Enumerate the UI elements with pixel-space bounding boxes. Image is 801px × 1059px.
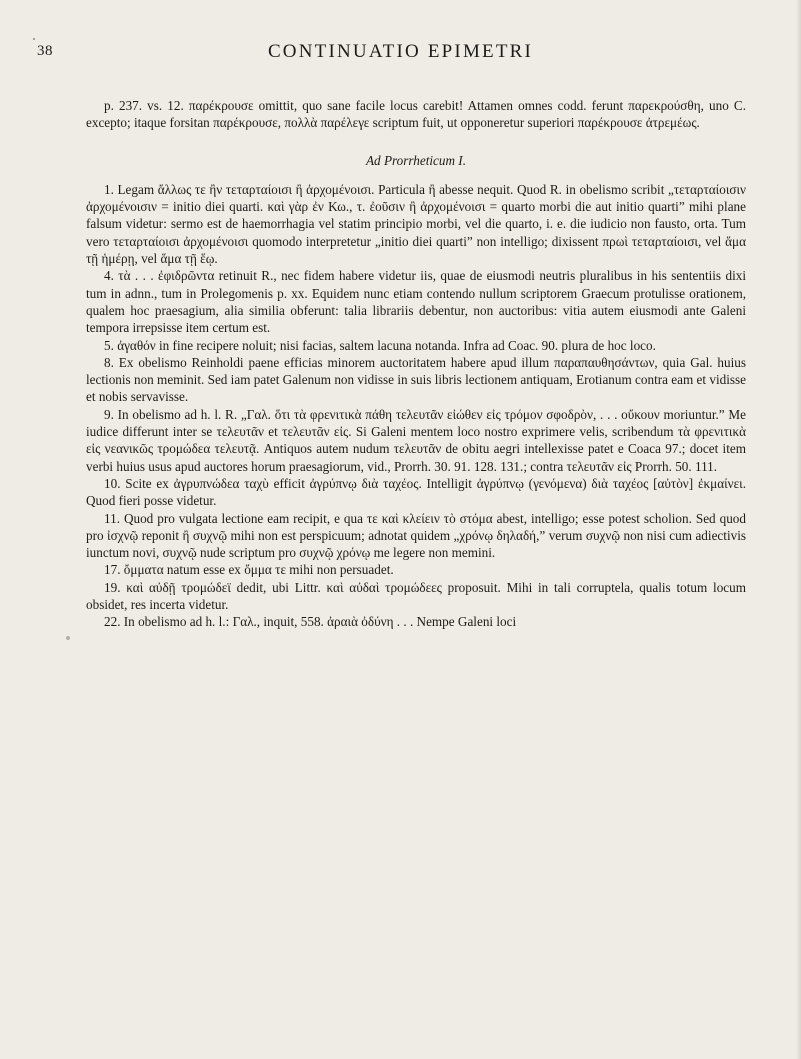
paragraph-22: 22. In obelismo ad h. l.: Γαλ., inquit, 558. ἀραιὰ ὀδύνη . . . Nempe Galeni loci: [104, 614, 517, 630]
paragraph-9: 9. In obelismo ad h. l. R. „Γαλ. ὅτι τὰ φρενιτικὰ πάθη τελευτᾶν εἰώθεν εἰς τρόμον σφοδρὸν, . . . οὔκουν moriuntur.” Me iudice differunt inter se τελευτᾶν et τελευτᾶν εἰς. Si Galeni mentem loco nostro exprimere velis, scribendum τὰ φρενιτικὰ εἰς νεανικῶς τρομώδεα τελευτᾷ. Antiquos autem nudum τελευτᾶν de obitu aegri intellexisse patet e Coaca 97.; docet item verbi huius usus apud auctores horum praesagiorum, vid., Prorrh. 30. 91. 128. 131.; contra τελευτᾶν εἰς Prorrh. 50. 111.: [86, 406, 746, 474]
page-number: 38: [37, 43, 53, 59]
paragraph-11: 11. Quod pro vulgata lectione eam recipit, e qua τε καὶ κλείειν τὸ στόμα abest, intelligo; esse potest scholion. Sed quod pro ἰσχνῷ reponit ἢ συχνῷ mihi non est perspicuum; adnotat quidem „χρόνῳ δηλαδή,” verum συχνῷ non nisi cum adiectivis iunctum novi, συχνῷ nude scriptum pro συχνῷ χρόνῳ me legere non memini.: [86, 510, 746, 561]
section-heading: Ad Prorrheticum I.: [366, 152, 466, 168]
paragraph-5: 5. ἀγαθόν in fine recipere noluit; nisi facias, saltem lacuna notanda. Infra ad Coac. 90. plura de hoc loco.: [104, 337, 656, 353]
paragraph-4: 4. τὰ . . . ἐφιδρῶντα retinuit R., nec fidem habere videtur iis, quae de eiusmodi neutris pluralibus in his sententiis dixi tum in adnn., tum in Prolegomenis p. xx. Equidem nunc etiam contendo nullum scriptorem Graecum protulisse orationem, qualem hoc praesagium, alia similia obferunt: talia librariis debentur, non auctoribus: vitia autem eiusmodi ante Galeni tempora irrepsisse item certum est.: [86, 268, 746, 336]
paragraph-10: 10. Scite ex ἀγρυπνώδεα ταχὺ efficit ἀγρύπνῳ διὰ ταχέος. Intelligit ἀγρύπνῳ (γενόμενα) διὰ ταχέος [αὐτὸν] ἐκμαίνει. Quod fieri posse videtur.: [86, 475, 746, 509]
paragraph-17: 17. ὄμματα natum esse ex ὄμμα τε mihi non persuadet.: [104, 562, 394, 578]
paragraph-19: 19. καὶ αὐδῇ τρομώδεϊ dedit, ubi Littr. καὶ αὐδαὶ τρομώδεες proposuit. Mihi in tali corruptela, qualis totum locum obsidet, res incerta videtur.: [86, 579, 746, 613]
paper-speck: [66, 636, 70, 640]
paper-speck: [33, 38, 35, 40]
body-text: [86, 97, 746, 631]
page-edge-shadow: [796, 0, 801, 1059]
intro-paragraph: p. 237. vs. 12. παρέκρουσε omittit, quo sane facile locus carebit! Attamen omnes codd. ferunt παρεκρούσθη, uno C. excepto; itaque forsitan παρέκρουσε, πολλὰ παρέλεγε scriptum fuit, ut opponeretur superiori παρέκρουσε ἀτρεμέως.: [86, 98, 746, 131]
running-title: CONTINUATIO EPIMETRI: [267, 41, 534, 62]
paragraph-1: 1. Legam ἄλλως τε ἢν τεταρταίοισι ἢ ἀρχομένοισι. Particula ἢ abesse nequit. Quod R. in obelismo scribit „τεταρταίοισιν ἀρχομένοισιν = initio diei quarti. καὶ γὰρ ἐν Κω., τ. ἐοῦσιν ἢ ἀρχομένοισι = quarto morbi die aut initio quarti” mihi plane falsum videtur: sermo est de haemorrhagia vel statim principio morbi, vel die quarto, i. e. die iudicio non fausto, orta. Tum vero τεταρταίοισι ἀρχομένοισι quomodo interpretetur „initio diei quarti” non intelligo; dixissent πρωὶ τεταρταίοισι, vel ἅμα τῇ ἡμέρῃ, vel ἅμα τῇ ἕῳ.: [86, 181, 746, 267]
paragraph-8: 8. Ex obelismo Reinholdi paene efficias minorem auctoritatem habere apud illum παραπαυθησάντων, quia Gal. huius lectionis non meminit. Sed iam patet Galenum non vidisse in suis libris lectionem antiquam, Erotianum contra eam et vidisse et nobis servavisse.: [86, 354, 746, 405]
running-head: [0, 41, 801, 67]
